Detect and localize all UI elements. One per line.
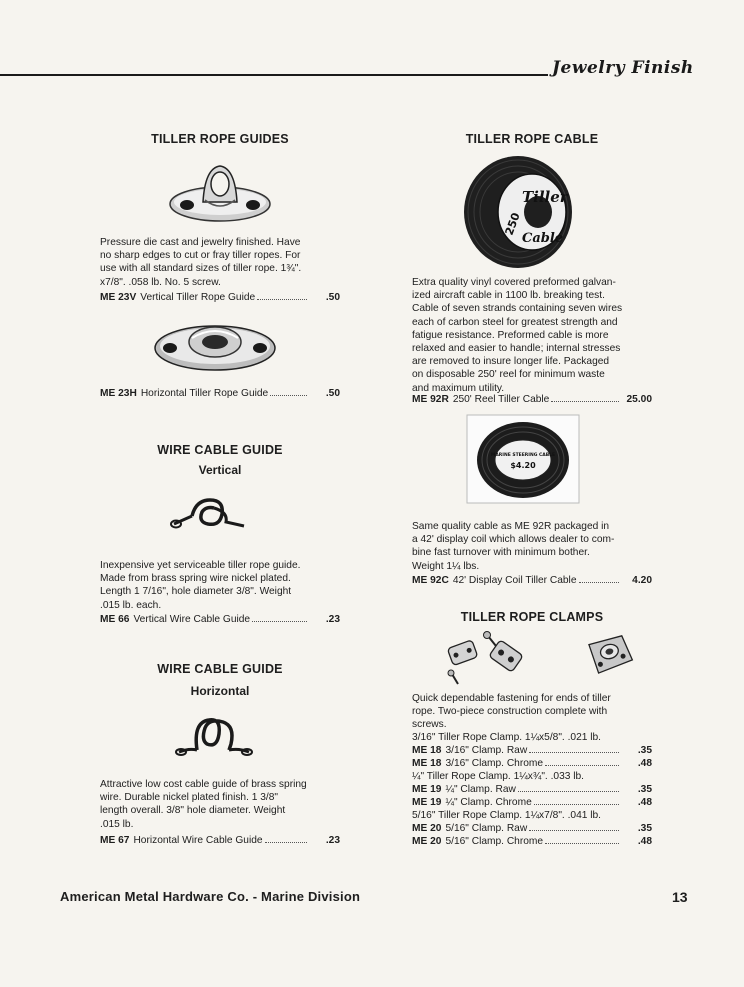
item-code: ME 18 [412,745,442,756]
description-line: Made from brass spring wire nickel plated. [100,573,291,585]
item-description: ¼" Clamp. Raw [445,784,516,795]
description-line: relaxed and easier to handle; internal stresses [412,343,621,355]
leader-dots [257,299,307,300]
item-price: .35 [637,784,652,795]
item-description: Vertical Tiller Rope Guide [140,292,256,303]
section-title: Jewelry Finish [552,58,694,78]
description-line: x7/8". .058 lb. No. 5 screw. [100,276,221,288]
item-price: .35 [637,745,652,756]
description-line: are removed to insure longer life. Packaged [412,356,610,368]
description-line: Inexpensive yet serviceable tiller rope guide. [100,560,301,571]
horizontal-tiller-rope-guide-image [150,316,280,376]
item-price: .48 [637,797,652,808]
page-number: 13 [672,889,688,905]
tiller-rope-clamps-image [444,630,644,686]
coil-label-price: $4.20 [510,461,536,470]
description-line: .015 lb. each. [100,599,162,611]
item-description: 5/16" Clamp. Chrome [445,836,544,847]
item-description: 250' Reel Tiller Cable [452,394,550,405]
item-code: ME 66 [100,614,130,625]
clamp-size-row: 5/16" Tiller Rope Clamp. 1¼x7/8". .041 lb. [412,810,602,821]
description-line: each of carbon steel for greatest strength and [412,316,618,328]
item-code: ME 20 [412,836,442,847]
item-description: Horizontal Wire Cable Guide [133,835,263,846]
wire-cable-guide-horizontal-subtitle: Horizontal [190,684,250,698]
header-rule [0,74,548,76]
leader-dots [518,791,619,792]
spool-label-bottom: Cable [522,231,564,246]
item-code: ME 92C [412,575,449,586]
description-line: .015 lb. [100,818,134,830]
leader-dots [534,804,619,805]
clamp-size-row: 3/16" Tiller Rope Clamp. 1¼x5/8". .021 lb. [412,732,602,743]
item-code: ME 20 [412,823,442,834]
leader-dots [265,842,307,843]
tiller-rope-cable-title: TILLER ROPE CABLE [465,132,599,146]
item-description: 42' Display Coil Tiller Cable [452,575,577,586]
clamp-size-row: ¼" Tiller Rope Clamp. 1¼x¾". .033 lb. [412,771,585,782]
description-line: use with all standard sizes of tiller rope. 1¾". [100,263,302,275]
leader-dots [529,830,619,831]
leader-dots [270,395,307,396]
description-line: wire. Durable nickel plated finish. 1 3/8" [100,792,279,804]
item-description: 3/16" Clamp. Raw [445,745,528,756]
wire-cable-guide-vertical-subtitle: Vertical [198,463,242,477]
leader-dots [545,843,619,844]
item-code: ME 18 [412,758,442,769]
leader-dots [551,401,619,402]
description-line: Quick dependable fastening for ends of tiller [412,693,611,704]
tiller-rope-clamps-title: TILLER ROPE CLAMPS [460,610,604,624]
item-code: ME 23H [100,388,137,399]
description-line: screws. [412,719,447,731]
item-description: 3/16" Clamp. Chrome [445,758,544,769]
item-price: .23 [325,614,340,625]
description-line: a 42' display coil which allows dealer to com- [412,534,615,546]
display-coil-image [466,414,580,504]
item-price: .35 [637,823,652,834]
item-row-me-19-raw [412,783,652,796]
item-price: .48 [637,836,652,847]
description-line: bine fast turnover with minimum bother. [412,547,590,559]
item-code: ME 19 [412,797,442,808]
coil-label-brand: MARINE STEERING CABLE [490,453,556,458]
leader-dots [579,582,620,583]
description-line: Extra quality vinyl covered preformed galvan- [412,277,616,288]
description-line: fatigue resistance. Preformed cable is more [412,329,609,341]
item-row-me-23h [100,387,340,400]
item-row-me-18-raw [412,744,652,757]
item-row-me-20-raw [412,822,652,835]
spool-label-brand: Tiller [522,188,568,206]
item-description: ¼" Clamp. Chrome [445,797,532,808]
description-line: Cable of seven strands containing seven wires [412,303,623,315]
wire-cable-guide-vertical-description [100,559,340,612]
item-code: ME 19 [412,784,442,795]
item-row-me-23v [100,291,340,304]
item-row-me-66 [100,613,340,626]
spool-label-top: 250 [502,210,523,238]
description-line: Same quality cable as ME 92R packaged in [412,521,610,532]
item-row-me-20-chrome [412,835,652,848]
horizontal-wire-cable-guide-image [175,714,255,764]
wire-cable-guide-vertical-title: WIRE CABLE GUIDE [157,443,283,457]
description-line: Pressure die cast and jewelry finished. Have [100,237,301,248]
item-description: 5/16" Clamp. Raw [445,823,528,834]
description-line: Weight 1¼ lbs. [412,560,480,572]
description-line: length overall. 3/8" hole diameter. Weight [100,805,286,817]
leader-dots [529,752,619,753]
wire-cable-guide-horizontal-title: WIRE CABLE GUIDE [157,662,283,676]
leader-dots [545,765,619,766]
description-line: ized aircraft cable in 1100 lb. breaking test. [412,290,605,302]
item-row-me-92c [412,574,652,587]
tiller-rope-cable-description [412,276,652,395]
vertical-tiller-rope-guide-image [165,160,275,225]
vertical-wire-cable-guide-image [170,494,250,534]
item-price: .50 [325,388,340,399]
tiller-rope-guides-description [100,236,340,289]
item-price: .23 [325,835,340,846]
item-price: 25.00 [626,394,652,405]
item-row-me-18-chrome [412,757,652,770]
description-line: and maximum utility. [412,382,505,394]
leader-dots [252,621,307,622]
description-line: Attractive low cost cable guide of brass spring [100,779,307,790]
description-line: no sharp edges to cut or fray tiller ropes. For [100,250,301,262]
description-line: Length 1 7/16", hole diameter 3/8". Weight [100,586,292,598]
description-line: on disposable 250' reel for minimum waste [412,369,605,381]
description-line: rope. Two-piece construction complete with [412,706,608,718]
item-description: Horizontal Tiller Rope Guide [140,388,269,399]
item-price: .50 [325,292,340,303]
tiller-rope-clamps-description [412,692,652,732]
item-price: .48 [637,758,652,769]
item-code: ME 92R [412,394,449,405]
clamp-price-list [412,731,652,848]
item-code: ME 67 [100,835,130,846]
tiller-rope-guides-title: TILLER ROPE GUIDES [151,132,289,146]
item-description: Vertical Wire Cable Guide [133,614,251,625]
cable-reel-image [462,152,574,268]
footer-company: American Metal Hardware Co. - Marine Division [60,889,361,904]
item-price: 4.20 [632,575,652,586]
display-coil-description [412,520,652,573]
item-row-me-92r [412,393,652,406]
item-row-me-19-chrome [412,796,652,809]
wire-cable-guide-horizontal-description [100,778,340,831]
item-row-me-67 [100,834,340,847]
item-code: ME 23V [100,292,137,303]
